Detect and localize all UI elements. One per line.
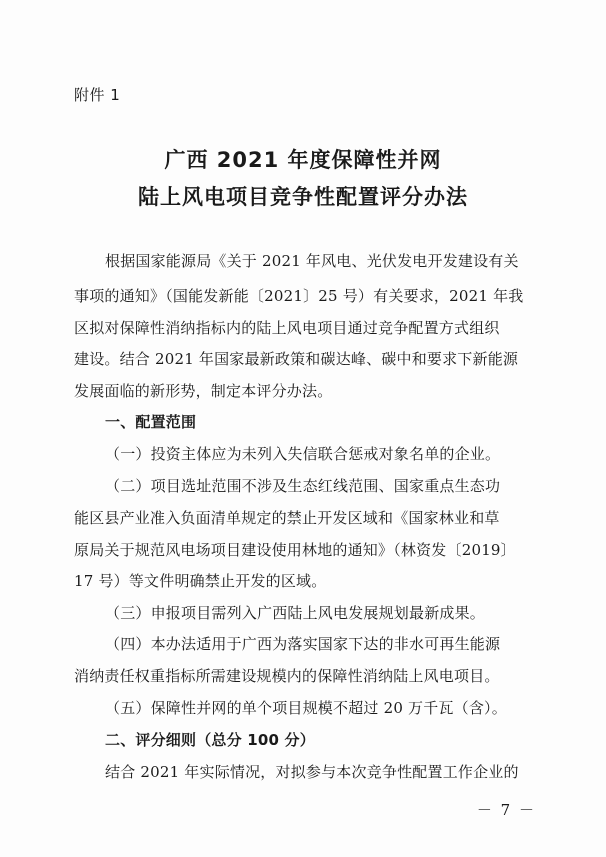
intro-line-3: 区拟对保障性消纳指标内的陆上风电项目通过竞争配置方式组织 — [74, 319, 500, 337]
scope-item-4-line-1: （四）本办法适用于广西为落实国家下达的非水可再生能源 — [105, 635, 501, 653]
scope-item-2-line-2: 能区县产业准入负面清单规定的禁止开发区域和《国家林业和草 — [74, 509, 500, 527]
intro-line-4: 建设。结合 2021 年国家最新政策和碳达峰、碳中和要求下新能源 — [74, 350, 519, 368]
scope-item-2-line-1: （二）项目选址范围不涉及生态红线范围、国家重点生态功 — [105, 477, 501, 495]
scope-item-5: （五）保障性并网的单个项目规模不超过 20 万千瓦（含）。 — [105, 699, 507, 717]
intro-line-5: 发展面临的新形势，制定本评分办法。 — [74, 382, 333, 400]
document-title-line-1: 广西 2021 年度保障性并网 — [164, 148, 442, 172]
intro-line-1: 根据国家能源局《关于 2021 年风电、光伏发电开发建设有关 — [105, 252, 519, 270]
page-number: － 7 － — [476, 801, 536, 819]
section-heading-scoring: 二、评分细则（总分 100 分） — [105, 731, 315, 749]
intro-line-2: 事项的通知》（国能发新能〔2021〕25 号）有关要求，2021 年我 — [74, 287, 524, 305]
scope-item-1: （一）投资主体应为未列入失信联合惩戒对象名单的企业。 — [105, 445, 501, 463]
scope-item-3: （三）申报项目需列入广西陆上风电发展规划最新成果。 — [105, 604, 486, 622]
document-title-line-2: 陆上风电项目竞争性配置评分办法 — [138, 185, 468, 209]
scope-item-4-line-2: 消纳责任权重指标所需建设规模内的保障性消纳陆上风电项目。 — [74, 667, 500, 685]
attachment-label: 附件 1 — [74, 86, 121, 104]
scoring-para-line-1: 结合 2021 年实际情况，对拟参与本次竞争性配置工作企业的 — [105, 763, 519, 781]
scope-item-2-line-4: 17 号）等文件明确禁止开发的区域。 — [74, 572, 327, 590]
section-heading-scope: 一、配置范围 — [105, 413, 197, 431]
scope-item-2-line-3: 原局关于规范风电场项目建设使用林地的通知》（林资发〔2019〕 — [74, 541, 516, 559]
